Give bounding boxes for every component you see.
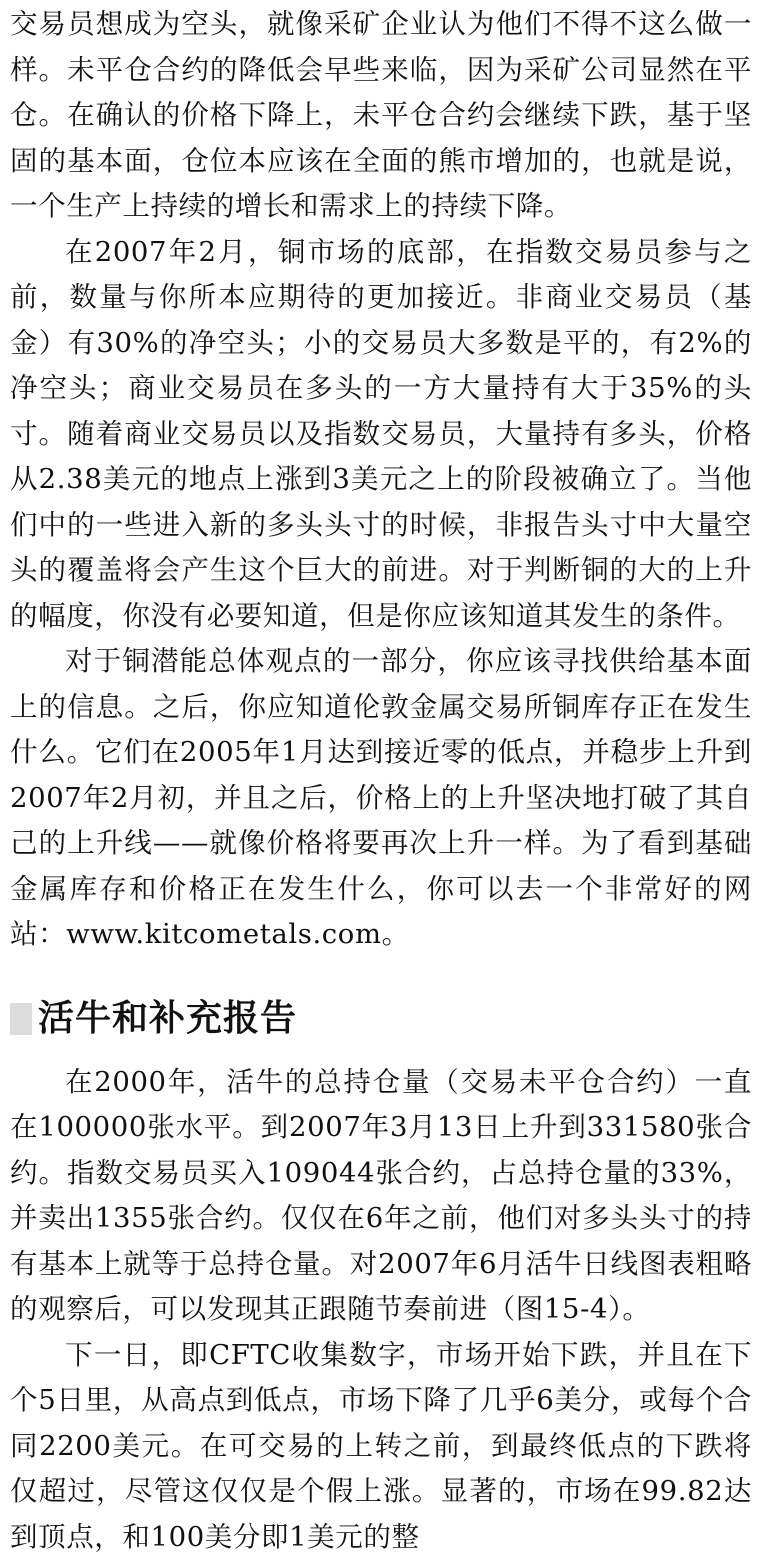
body-paragraph-2: 在2007年2月，铜市场的底部，在指数交易员参与之前，数量与你所本应期待的更加接近。非商业交易员（基金）有30%的净空头；小的交易员大多数是平的，有2%的净空头；商业交易员在多头的一方大量持有大于35%的头寸。随着商业交易员以及指数交易员，大量持有多头，价格从2.38美元的地点上涨到3美元之上的阶段被确立了。当他们中的一些进入新的多头头寸的时候，非报告头寸中大量空头的覆盖将会产生这个巨大的前进。对于判断铜的大的上升的幅度，你没有必要知道，但是你应该知道其发生的条件。 — [10, 230, 752, 640]
document-page — [10, 2, 752, 1560]
body-paragraph-5: 下一日，即CFTC收集数字，市场开始下跌，并且在下个5日里，从高点到低点，市场下降了几乎6美分，或每个合同2200美元。在可交易的上转之前，到最终低点的下跌将仅超过，尽管这仅仅是个假上涨。显著的，市场在99.82达到顶点，和100美分即1美元的整 — [10, 1333, 752, 1560]
section-marker-icon — [10, 1003, 32, 1035]
body-paragraph-3: 对于铜潜能总体观点的一部分，你应该寻找供给基本面上的信息。之后，你应知道伦敦金属交易所铜库存正在发生什么。它们在2005年1月达到接近零的低点，并稳步上升到2007年2月初，并且之后，价格上的上升坚决地打破了其自己的上升线——就像价格将要再次上升一样。为了看到基础金属库存和价格正在发生什么，你可以去一个非常好的网站：www.kitcometals.com。 — [10, 639, 752, 958]
section-heading — [10, 994, 752, 1044]
body-paragraph-4: 在2000年，活牛的总持仓量（交易未平仓合约）一直在100000张水平。到2007年3月13日上升到331580张合约。指数交易员买入109044张合约，占总持仓量的33%，并卖出1355张合约。仅仅在6年之前，他们对多头头寸的持有基本上就等于总持仓量。对2007年6月活牛日线图表粗略的观察后，可以发现其正跟随节奏前进（图15-4）。 — [10, 1060, 752, 1333]
body-paragraph-1: 交易员想成为空头，就像采矿企业认为他们不得不这么做一样。未平仓合约的降低会早些来临，因为采矿公司显然在平仓。在确认的价格下降上，未平仓合约会继续下跌，基于坚固的基本面，仓位本应该在全面的熊市增加的，也就是说，一个生产上持续的增长和需求上的持续下降。 — [10, 2, 752, 230]
section-heading-text: 活牛和补充报告 — [38, 994, 297, 1044]
